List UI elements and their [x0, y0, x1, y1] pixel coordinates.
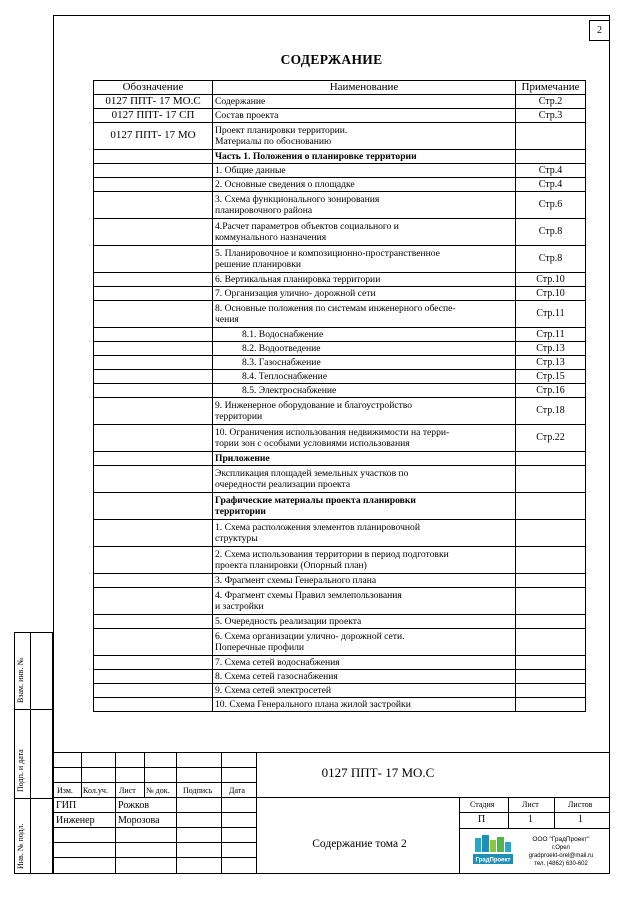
role-gip: ГИП	[56, 800, 77, 811]
row-name: 8.2. Водоотведение	[213, 342, 516, 356]
row-note	[516, 615, 586, 629]
table-row	[94, 425, 586, 452]
row-name: 1. Общие данные	[213, 164, 516, 178]
row-designation	[94, 287, 213, 301]
row-name: Часть 1. Положения о планировке территории	[213, 150, 516, 164]
page-number: 2	[589, 20, 610, 41]
side-cell-inv-vzam	[30, 632, 53, 710]
header-designation: Обозначение	[94, 81, 213, 95]
row-note	[516, 656, 586, 670]
table-row	[94, 287, 586, 301]
row-name: 2. Основные сведения о площадке	[213, 178, 516, 192]
side-label-inv-vzam: Взам. инв. №	[16, 657, 25, 703]
row-name: 5. Очередность реализации проекта	[213, 615, 516, 629]
row-designation	[94, 615, 213, 629]
row-designation	[94, 164, 213, 178]
row-name: Содержание	[213, 95, 516, 109]
row-note	[516, 588, 586, 615]
table-row	[94, 328, 586, 342]
row-note	[516, 698, 586, 712]
row-name: Экспликация площадей земельных участков по очередности реализации проекта	[213, 466, 516, 493]
row-note: Стр.4	[516, 164, 586, 178]
row-note: Стр.13	[516, 356, 586, 370]
sheets-label: Листов	[568, 800, 593, 809]
row-note	[516, 466, 586, 493]
table-row	[94, 520, 586, 547]
name-morozova: Морозова	[118, 815, 160, 826]
row-designation	[94, 356, 213, 370]
row-note: Стр.10	[516, 273, 586, 287]
row-note: Стр.4	[516, 178, 586, 192]
row-note: Стр.6	[516, 192, 586, 219]
company-info	[515, 836, 607, 868]
table-row	[94, 615, 586, 629]
row-name: 7. Схема сетей водоснабжения	[213, 656, 516, 670]
row-designation	[94, 520, 213, 547]
table-row	[94, 629, 586, 656]
row-designation	[94, 588, 213, 615]
stamp-col-koluch: Кол.уч.	[83, 786, 108, 795]
row-designation	[94, 629, 213, 656]
row-designation	[94, 547, 213, 574]
side-label-podp-data: Подп. и дата	[16, 749, 25, 792]
side-label-cell-inv-podl	[14, 798, 31, 874]
row-designation	[94, 370, 213, 384]
side-label-inv-podl: Инв. № подл.	[16, 823, 25, 869]
table-row	[94, 246, 586, 273]
contents-table	[93, 80, 586, 712]
table-row	[94, 219, 586, 246]
row-note	[516, 123, 586, 150]
row-name: 2. Схема использования территории в период подготовки проекта планировки (Опорный план)	[213, 547, 516, 574]
row-designation	[94, 452, 213, 466]
table-row	[94, 273, 586, 287]
row-name: Проект планировки территории. Материалы по обоснованию	[213, 123, 516, 150]
table-row	[94, 95, 586, 109]
row-note: Стр.13	[516, 342, 586, 356]
row-name: 5. Планировочное и композиционно-пространственное решение планировки	[213, 246, 516, 273]
table-row	[94, 547, 586, 574]
row-note: Стр.8	[516, 246, 586, 273]
row-name: 7. Организация улично- дорожной сети	[213, 287, 516, 301]
row-note: Стр.11	[516, 301, 586, 328]
page-title: СОДЕРЖАНИЕ	[280, 52, 383, 67]
table-row	[94, 656, 586, 670]
row-note: Стр.10	[516, 287, 586, 301]
row-name: 8.5. Электроснабжение	[213, 384, 516, 398]
table-row	[94, 301, 586, 328]
row-name: 8. Основные положения по системам инженерного обеспе- чения	[213, 301, 516, 328]
logo-text: ГрадПроект	[475, 857, 511, 864]
row-designation: 0127 ППТ- 17 МО.С	[94, 95, 213, 109]
document-code: 0127 ППТ- 17 МО.С	[321, 765, 435, 780]
table-row	[94, 164, 586, 178]
role-engineer: Инженер	[56, 815, 95, 826]
side-label-cell-inv-vzam	[14, 632, 31, 710]
row-name: 8.1. Водоснабжение	[213, 328, 516, 342]
table-row	[94, 150, 586, 164]
header-name: Наименование	[213, 81, 516, 95]
row-designation	[94, 684, 213, 698]
table-row	[94, 670, 586, 684]
side-cell-podp-data	[30, 709, 53, 799]
table-row	[94, 398, 586, 425]
row-note: Стр.22	[516, 425, 586, 452]
row-note: Стр.3	[516, 109, 586, 123]
table-row	[94, 178, 586, 192]
table-row	[94, 574, 586, 588]
row-designation	[94, 150, 213, 164]
row-designation	[94, 192, 213, 219]
company-city: г.Орел	[552, 845, 570, 851]
row-note	[516, 670, 586, 684]
row-note	[516, 150, 586, 164]
table-row	[94, 698, 586, 712]
row-name: 8.3. Газоснабжение	[213, 356, 516, 370]
stamp-col-ndok: № док.	[146, 786, 170, 795]
table-row	[94, 109, 586, 123]
table-row	[94, 123, 586, 150]
side-cell-inv-podl	[30, 798, 53, 874]
row-designation	[94, 219, 213, 246]
row-designation: 0127 ППТ- 17 МО	[94, 123, 213, 150]
table-row	[94, 466, 586, 493]
row-name: 3. Фрагмент схемы Генерального плана	[213, 574, 516, 588]
row-name: 4. Фрагмент схемы Правил землепользования и застройки	[213, 588, 516, 615]
company-email: gradproekt-orel@mail.ru	[528, 853, 594, 859]
stage-label: Стадия	[470, 800, 495, 809]
row-note	[516, 520, 586, 547]
row-name: Приложение	[213, 452, 516, 466]
side-label-cell-podp-data	[14, 709, 31, 799]
stamp-col-izm: Изм.	[57, 786, 73, 795]
row-designation	[94, 273, 213, 287]
row-name: 9. Схема сетей электросетей	[213, 684, 516, 698]
row-designation	[94, 398, 213, 425]
row-name: 6. Схема организации улично- дорожной сети. Поперечные профили	[213, 629, 516, 656]
table-row	[94, 342, 586, 356]
table-row	[94, 370, 586, 384]
row-designation	[94, 466, 213, 493]
row-name: Состав проекта	[213, 109, 516, 123]
row-name: 8.4. Теплоснабжение	[213, 370, 516, 384]
row-designation: 0127 ППТ- 17 СП	[94, 109, 213, 123]
table-row	[94, 192, 586, 219]
row-name: Графические материалы проекта планировки территории	[213, 493, 516, 520]
row-name: 1. Схема расположения элементов планировочной структуры	[213, 520, 516, 547]
row-designation	[94, 698, 213, 712]
row-designation	[94, 670, 213, 684]
row-note: Стр.8	[516, 219, 586, 246]
row-note: Стр.11	[516, 328, 586, 342]
row-designation	[94, 342, 213, 356]
stamp-col-podpis: Подпись	[183, 786, 213, 795]
sheet-value: 1	[528, 814, 533, 825]
row-name: 10. Ограничения использования недвижимости на терри- тории зон с особыми условиями использования	[213, 425, 516, 452]
row-name: 8. Схема сетей газоснабжения	[213, 670, 516, 684]
row-designation	[94, 384, 213, 398]
sheet-label: Лист	[522, 800, 539, 809]
table-row	[94, 493, 586, 520]
document-title: Содержание тома 2	[312, 838, 407, 850]
row-note: Стр.15	[516, 370, 586, 384]
stage-value: П	[478, 814, 486, 825]
company-logo	[473, 835, 513, 865]
row-designation	[94, 328, 213, 342]
row-designation	[94, 493, 213, 520]
company-phone: тел. (4862) 630-602	[534, 861, 588, 867]
row-designation	[94, 656, 213, 670]
row-name: 4.Расчет параметров объектов социального и коммунального назначения	[213, 219, 516, 246]
row-name: 3. Схема функционального зонирования планировочного района	[213, 192, 516, 219]
sheets-value: 1	[578, 814, 583, 825]
row-designation	[94, 301, 213, 328]
row-note: Стр.16	[516, 384, 586, 398]
stamp-col-data: Дата	[229, 786, 245, 795]
row-designation	[94, 246, 213, 273]
row-note	[516, 684, 586, 698]
name-rozhkov: Рожков	[118, 800, 150, 811]
table-row	[94, 588, 586, 615]
row-name: 10. Схема Генерального плана жилой застройки	[213, 698, 516, 712]
table-row	[94, 684, 586, 698]
row-designation	[94, 574, 213, 588]
table-row	[94, 384, 586, 398]
row-note	[516, 493, 586, 520]
row-designation	[94, 178, 213, 192]
row-note	[516, 629, 586, 656]
header-note: Примечание	[516, 81, 586, 95]
table-row	[94, 452, 586, 466]
row-note	[516, 574, 586, 588]
row-name: 6. Вертикальная планировка территории	[213, 273, 516, 287]
row-note	[516, 452, 586, 466]
table-row	[94, 356, 586, 370]
row-note	[516, 547, 586, 574]
company-name: ООО "ГрадПроект"	[532, 836, 590, 843]
row-designation	[94, 425, 213, 452]
stamp-col-list: Лист	[119, 786, 136, 795]
row-note: Стр.18	[516, 398, 586, 425]
row-name: 9. Инженерное оборудование и благоустройство территории	[213, 398, 516, 425]
row-note: Стр.2	[516, 95, 586, 109]
